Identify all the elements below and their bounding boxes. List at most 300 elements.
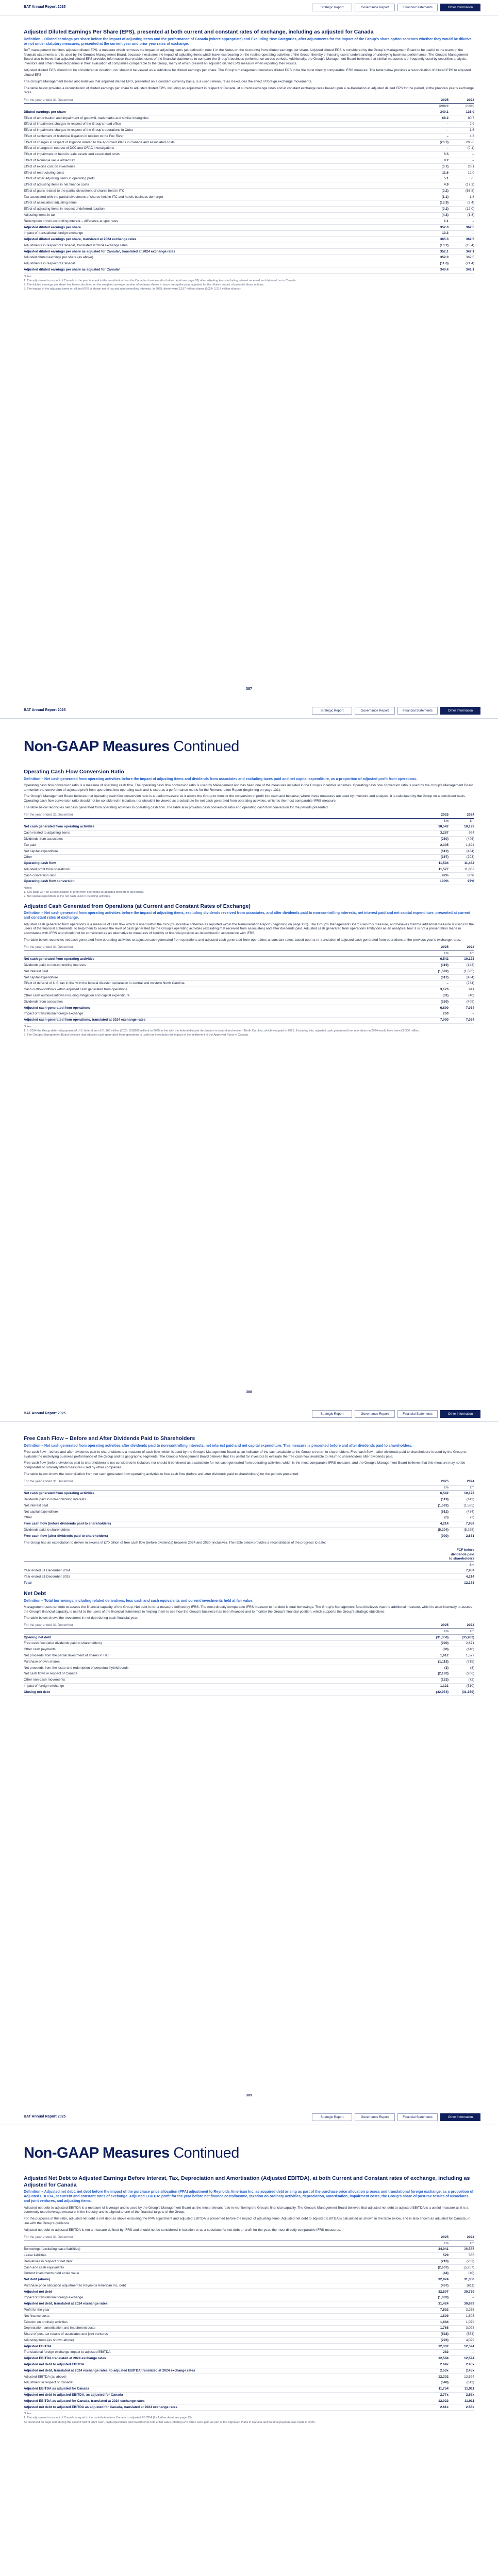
row-label: Effect of settlement of historical litigation in relation to the Fox River [24,133,423,140]
row-value: (434) [449,849,474,855]
row-label: Net capital expenditure [24,975,423,981]
row-label: Borrowings (excluding lease liabilities) [24,2246,423,2252]
row-label: Effect of adjusting items in net finance costs [24,182,423,188]
row-label: Share of post-tax results of associates and joint ventures [24,2331,423,2337]
table-row [24,1011,474,1018]
table-row [24,1580,474,1586]
note-line: 1. In 2024 the Group deferred payment of U.S. federal tax of £1,109 million (2025: US$989 million) to 2025 in line with the federal disaster declaration in central and western North Carolina, which was paid in 2025. Excluding this, adjusted cash generated from operations in 2024 would have been £6,300 million. [24,1029,420,1032]
row-label: Adjusted diluted earnings per share [24,225,423,231]
page-header [0,703,498,719]
row-label: Tax associated with the partial divestment of shares held in ITC and hotels business demerger [24,194,423,200]
paragraph: The Group’s Management Board also believes that adjusted diluted EPS, presented on a constant currency basis, is a useful measure as it excludes the effect of foreign exchange movements. [24,79,312,83]
section-adjusted-diluted-eps [24,29,474,292]
table-row [24,999,474,1005]
row-label: Net proceeds from the partial divestment of shares in ITC [24,1653,423,1659]
row-value: (0.2) [423,188,449,194]
row-value: 1,768 [423,2326,449,2332]
row-value: (0.7) [423,164,449,170]
table-row [24,962,474,969]
table-row [24,1689,474,1696]
nav-tab-governance-report[interactable]: Governance Report [355,707,395,715]
row-value: 1,577 [449,1653,474,1659]
table-row [24,1509,474,1515]
row-value: (734) [449,981,474,987]
row-value: 200 [423,1011,449,1018]
nav-tab-governance-report[interactable]: Governance Report [355,4,395,11]
row-label: Dividends from associates [24,999,423,1005]
report-title: BAT Annual Report 2025 [24,5,66,9]
row-value: (612) [423,1509,449,1515]
row-label: Other [24,855,423,861]
nav-tab-governance-report[interactable]: Governance Report [355,2113,395,2121]
row-value: 6,890 [423,1005,449,1011]
row-label: Adjusted net debt to adjusted EBITDA as adjusted for Canada, translated at 2024 exchange rates [24,2404,423,2411]
row-value: (528) [423,2331,449,2337]
row-value: 565 [449,2252,474,2259]
row-label: Net capital expenditure [24,849,423,855]
column-header: 2025 [423,2235,449,2241]
row-value: (1,585) [449,1503,474,1509]
unit-cell: £m [423,951,449,956]
row-value: 12,302 [423,2374,449,2380]
row-value: 31,424 [423,2301,449,2307]
row-label: Adjusted diluted earnings per share as adjusted for Canada¹, translated at 2024 exchange rates [24,249,423,255]
row-value: 4,214 [423,1521,449,1527]
nav-tab-strategic-report[interactable]: Strategic Report [312,4,352,11]
row-value: (206) [449,1671,474,1677]
row-value: 1,894 [449,842,474,849]
row-value: 11,754 [423,2386,449,2392]
row-value: 362.5 [449,255,474,261]
row-value: 341.1 [449,267,474,273]
row-value: 362.5 [449,236,474,243]
section-definition: Definition – Total borrowings, including related derivatives, less cash and cash equivalents and current investments held at fair value. [24,1599,254,1603]
row-label: Net proceeds from the issue and redemption of perpetual hybrid bonds [24,1665,423,1671]
row-value: 97% [449,879,474,885]
unit-row-spacer [24,104,423,109]
row-value: (80) [423,1647,449,1653]
table-row [24,236,474,243]
row-value: – [449,1011,474,1018]
row-label: Adjusted EBITDA (as above) [24,2374,423,2380]
row-label: Effect of impairment charges in respect of the Group’s head office [24,121,423,127]
row-label: Opening net debt [24,1635,423,1641]
row-value: 3,266 [449,2307,474,2313]
paragraph: BAT management monitors adjusted diluted EPS, a measure which removes the impact of adjusting items (as defined in note 1 in the Notes on the Accounts) from diluted earnings per share. Adjusted diluted EPS is considered by the Group’s Management Board to be useful to the users of the financial statements and is used by the Group’s Management Board, because it excludes the impact of adjusting items which have less bearing on the routine operating activities of the Group, thereby enhancing users’ understanding of underlying business performance. The Group’s Management Board also believes that adjusted diluted EPS provides information that enables users of the financial statements to compare the Group’s business performance across periods. Additionally, the Group’s Management Board believes that similar measures are frequently used by securities analysts, investors and other interested parties in their evaluation of companies comparable to the Group, many of which present an adjusted diluted EPS measure when reporting their results. [24,48,468,66]
table-row [24,164,474,170]
row-value: 32,507 [423,2289,449,2295]
unit-cell: £m [449,1629,474,1634]
page-title-main: Non-GAAP Measures [24,738,170,755]
row-value: 10,123 [449,1491,474,1497]
row-value: 7,034 [449,1005,474,1011]
row-value: 4,029 [449,2337,474,2344]
row-label: Depreciation, amortisation and impairment costs [24,2326,423,2332]
row-label: Year ended 31 December 2024 [24,1568,449,1574]
paragraph: The Group’s Management Board believes that operating cash flow conversion ratio is a useful measure as it allows the Group to monitor the conversion of profit into cash and because, where these measures are used by investors and analysts, it is calculated by the Group on a consistent basis. Operating cash flow conversion ratio should not be considered in isolation, nor should it be viewed as a substitute for net cash generated from operating activities, which is the most comparable IFRS measure. [24,794,466,803]
row-value: – [449,151,474,158]
row-value: 2,305 [423,842,449,849]
note-line: 1. See page 367 for a reconciliation of profit from operations to adjusted profit from operations. [24,891,144,894]
row-label: Effect of deferral of U.S. tax in line with the federal disaster declaration in central and western North Carolina [24,981,423,987]
row-value: – [449,2350,474,2356]
page-title-suffix: Continued [173,2145,239,2161]
unit-cell: £m [449,1485,474,1490]
row-value: 12,302 [423,2344,449,2350]
table-row [24,2265,474,2271]
table-row [24,121,474,127]
table-row [24,140,474,146]
row-value: – [449,218,474,225]
row-value: (5) [423,1515,449,1521]
table-row [24,1683,474,1689]
table-row [24,2344,474,2350]
section-title: Operating Cash Flow Conversion Ratio [24,769,124,775]
column-header: 2024 [449,1479,474,1485]
paragraph: Free cash flow (before dividends paid to shareholders) is not considered in isolation, nor should it be viewed as a substitute for net cash generated from operating activities, which is the most comparable IFRS measure, and the Group’s Management Board believes that this measure may not be comparable to similarly titled measures used by other companies. [24,1461,466,1470]
unit-cell: £m [423,1629,449,1634]
row-value: (40) [449,993,474,999]
paragraph: The Group has an expectation to deliver in excess of £70 billion of free cash flow (before dividends) between 2024 and 2030 (inclusive). The table below provides a reconciliation of the progress to date: [24,1541,326,1545]
row-label: Impact of translational foreign exchange [24,231,423,237]
nav-tab-strategic-report[interactable]: Strategic Report [312,707,352,715]
unit-row [24,2241,474,2246]
row-label: Effect of other adjusting items in operating profit [24,176,423,182]
table-row [24,1568,474,1574]
notes [24,275,474,292]
table-row [24,2368,474,2374]
row-value: (434) [449,1509,474,1515]
table-row [24,2283,474,2289]
nav-tab-financial-statements[interactable]: Financial Statements [397,707,438,715]
row-label: Closing net debt [24,1689,423,1696]
nav-tab-financial-statements[interactable]: Financial Statements [397,4,438,11]
table-row [24,2398,474,2404]
row-value: 7,592 [423,2307,449,2313]
row-value: 2.77x [423,2392,449,2398]
nav-tab-strategic-report[interactable]: Strategic Report [312,1410,352,1418]
unit-row-spacer [24,1562,449,1568]
note-line: 2. Net capital expenditure is the net cash used in investing activities. [24,895,111,899]
row-value: – [449,2295,474,2301]
row-value: (119) [423,1497,449,1503]
row-value: 2,671 [449,1533,474,1539]
row-value: 100% [423,879,449,885]
table-row [24,873,474,879]
row-value: 340.1 [423,109,449,115]
table-row [24,2331,474,2337]
table-row [24,2252,474,2259]
row-value: (1,083) [423,2295,449,2301]
table-row [24,2307,474,2313]
row-value: 2.45x [449,2362,474,2368]
row-label: Dividends paid to non-controlling interests [24,962,423,969]
header-nav [312,2113,480,2121]
row-label: Other non-cash movements [24,1677,423,1683]
paragraph: Adjusted net debt to adjusted EBITDA is not a measure defined by IFRS and should not be considered in isolation or as a substitute for net debt or profit for the year, the most directly comparable IFRS measures. [24,2228,341,2232]
row-value: 5.5 [449,176,474,182]
table-row [24,836,474,842]
table-row [24,2319,474,2326]
row-value: – [423,981,449,987]
row-value: 11,594 [423,860,449,867]
unit-cell: £m [449,951,474,956]
row-label: Net cash generated from operating activities [24,957,423,963]
column-header: 2025 [423,97,449,103]
row-value: 30,693 [449,2301,474,2307]
row-label: Effect of adjusting items in respect of deferred taxation [24,206,423,212]
note-line: 3. The impact of the adjusting items on diluted EPS is shown net of tax and non-controlling interests. In 2025, these were 2,197 million shares (2024: 2,217 million shares). [24,287,242,291]
row-value: 1.8 [449,194,474,200]
table-row [24,849,474,855]
table-row [24,2295,474,2301]
row-value: (15.4) [449,243,474,249]
row-label: Adjusted diluted earnings per share (as above) [24,255,423,261]
unit-cell: pence [449,104,474,109]
row-label: Taxation on ordinary activities [24,2319,423,2326]
table-row [24,115,474,122]
column-header: 2024 [449,812,474,818]
note-line: 1. The adjustment in respect of Canada in the year is equal to the contribution from the Canadian business (for further detail see page 93) after adjusting items including interest received and deferred tax in Canada. [24,279,297,282]
row-value: 1,612 [423,1653,449,1659]
row-label: Purchase of own shares [24,1659,423,1665]
row-value: 941 [449,987,474,993]
row-label: Operating cash flow [24,860,423,867]
table-row [24,957,474,963]
row-value: (613) [449,2380,474,2386]
row-value: (203) [449,855,474,861]
row-value: – [423,133,449,140]
row-label: Adjusted net debt, translated at 2024 exchange rates [24,2301,423,2307]
row-value: (13.9) [423,200,449,207]
table-row [24,109,474,115]
row-value: (510) [449,1683,474,1689]
row-value: 11,862 [449,867,474,873]
row-value: (406) [449,836,474,842]
nav-tab-financial-statements[interactable]: Financial Statements [397,2113,438,2121]
row-value: (226) [423,2337,449,2344]
nav-tab-other-information[interactable]: Other Information [440,2113,480,2121]
table-row [24,2362,474,2368]
row-value: (35,982) [449,1635,474,1641]
row-value: (715) [449,1659,474,1665]
net-debt-table [24,1623,474,1696]
header-nav [312,1410,480,1418]
table-row [24,2277,474,2283]
table-row [24,2313,474,2319]
unit-row [24,1629,474,1634]
table-row [24,231,474,237]
table-row [24,969,474,975]
section-definition: Definition – Net cash generated from operating activities after dividends paid to non-controlling interests, net interest paid and net capital expenditure. This measure is presented before and after dividends paid to shareholders. [24,1444,412,1448]
row-value: (467) [423,2283,449,2289]
row-label: Free cash flow (before dividends paid to shareholders) [24,1521,423,1527]
table-row [24,867,474,873]
row-label: Adjusted cash generated from operations [24,1005,423,1011]
row-value: 1,079 [449,2319,474,2326]
row-label: Adjustments in respect of Canada¹, translated at 2024 exchange rates [24,243,423,249]
unit-row [24,951,474,956]
row-value: – [423,127,449,133]
table-row [24,842,474,849]
row-value: 12,524 [449,2374,474,2380]
row-value: (31,350) [423,1635,449,1641]
page-390 [0,2110,498,2576]
row-value: 1,603 [449,2313,474,2319]
row-label: Effect of charges in respect of litigation related to the Approved Plans in Canada and associated costs [24,140,423,146]
paragraph: The table below reconciles net cash generated from operating activities to adjusted cash generated from operations and adjusted cash generated from operations at constant rates, based upon a re-translation of adjusted cash generated from operations at the previous year’s exchange rates. [24,938,461,942]
section-definition: Definition – Adjusted net debt: net debt before the impact of the purchase price allocation (PPA) adjustment to Reynolds American Inc. as acquired debt arising as part of the purchase price allocation process and translational foreign exchange, as a proportion of Adjusted EBITDA, at current and constant rates of exchange. Adjusted EBITDA: profit for the year before net finance costs/income, taxation on ordinary activities, depreciation, amortisation, impairment costs, the Group’s share of post-tax results of associates and joint ventures, and adjusting items. [24,2190,474,2204]
row-value: (260) [423,999,449,1005]
row-value: (56.8) [449,188,474,194]
row-value: (203) [449,2259,474,2265]
row-value: 1.1 [423,218,449,225]
page-title-main: Non-GAAP Measures [24,2145,170,2161]
note-line: Notes: [24,1025,32,1028]
notes [24,887,474,899]
section-definition: Definition – Net cash generated from operating activities before the impact of adjusting items, excluding dividends received from associates, and after dividends paid to non-controlling interests, net interest paid and net capital expenditure, presented at current and constant rates of exchange. [24,911,471,920]
row-value: – [423,121,449,127]
unit-cell: £m [449,2241,474,2246]
column-header: 2024 [449,2235,474,2241]
row-value: 12,524 [449,2355,474,2362]
row-value: (123) [423,1677,449,1683]
table-row [24,194,474,200]
table-row [24,2326,474,2332]
row-value: 11.6 [423,170,449,176]
row-value: 265.6 [449,140,474,146]
row-value: (990) [423,1641,449,1647]
table-row [24,2392,474,2398]
table-row [24,261,474,267]
row-value: (2,607) [423,2265,449,2271]
unit-row-spacer [24,1629,423,1634]
table-row [24,2386,474,2392]
page-header [0,2110,498,2125]
nav-tab-governance-report[interactable]: Governance Report [355,1410,395,1418]
row-value: 924 [449,830,474,836]
page-number: 388 [246,1391,252,1395]
table-row [24,2374,474,2380]
nav-tab-financial-statements[interactable]: Financial Statements [397,1410,438,1418]
report-title: BAT Annual Report 2025 [24,2115,66,2119]
table-row [24,1515,474,1521]
row-label: Effect of changes in respect of DOJ and OFAC investigations [24,146,423,152]
row-label: Cash outflows/inflows within adjusted cash generated from operations [24,987,423,993]
row-value: (1.3) [449,212,474,218]
row-value: 2.58x [449,2404,474,2411]
nav-tab-other-information[interactable]: Other Information [440,4,480,11]
row-label: Adjusting items (as shown above) [24,2337,423,2344]
table-row [24,1533,474,1539]
row-value: 352.0 [423,255,449,261]
row-label: Net cash flows in respect of Canada [24,1671,423,1677]
section-operating-cash-flow-conversion [24,769,474,899]
row-value: 2.9 [449,121,474,127]
nav-tab-strategic-report[interactable]: Strategic Report [312,2113,352,2121]
row-value: 11,911 [449,2386,474,2392]
page-389 [0,1406,498,2110]
row-value: 2,671 [449,1641,474,1647]
row-value: 1,809 [423,2313,449,2319]
row-value: 10,123 [449,824,474,831]
row-value: (260) [423,836,449,842]
table-row [24,1527,474,1533]
table-row [24,987,474,993]
row-value: (40) [449,2271,474,2277]
header-nav [312,707,480,715]
table-period-label: For the year ended 31 December [24,1623,423,1629]
row-value: (409) [449,999,474,1005]
row-value: (2.4) [449,200,474,207]
column-header: FCF before dividends paid to shareholders [449,1548,474,1562]
nav-tab-other-information[interactable]: Other Information [440,707,480,715]
unit-cell: £m [423,2241,449,2246]
page-header [0,1406,498,1422]
table-row [24,1647,474,1653]
table-row [24,267,474,273]
paragraph: Operating cash flow conversion ratio is a measure of operating cash flow. The operating cash flow conversion ratio is used by Management and has been one of the measures included in the Group’s incentive schemes. Operating cash flow conversion ratio is used by the Group’s Management Board to monitor the conversion of adjusted profit from operations into operating cash and is used as a performance metric for the Remuneration Report (beginning on page 131). [24,783,473,792]
table-row [24,2337,474,2344]
page-header [0,0,498,15]
row-value: (23.7) [423,140,449,146]
row-value: 12,524 [449,2344,474,2350]
row-label: Adjustments in respect of Canada¹ [24,261,423,267]
report-title: BAT Annual Report 2025 [24,708,66,713]
column-header: 2025 [423,812,449,818]
row-label: Redemption of non-controlling interest – difference at spot rates [24,218,423,225]
row-value: (17.3) [449,182,474,188]
section-title: Net Debt [24,1590,46,1597]
row-label: Effect of Romania value added tax [24,158,423,164]
row-label: Lease liabilities [24,2252,423,2259]
table-row [24,2271,474,2277]
row-label: Net capital expenditure [24,1509,423,1515]
row-value: 4.9 [423,182,449,188]
nav-tab-other-information[interactable]: Other Information [440,1410,480,1418]
row-value: 529 [423,2252,449,2259]
row-label: Net cash generated from operating activities [24,1491,423,1497]
row-value: (611) [449,2283,474,2289]
note-line: 1. The adjustment in respect of Canada is equal to the contribution from Canada to adjusted EBITDA (for further detail see page 93). [24,2416,193,2420]
row-value: 4.3 [449,133,474,140]
row-value: – [423,146,449,152]
page-title-suffix: Continued [173,738,239,755]
table-row [24,2380,474,2386]
row-value: 7,959 [449,1521,474,1527]
row-label: Net finance costs [24,2313,423,2319]
row-label: Adjustment in respect of Canada¹ [24,2380,423,2386]
table-row [24,176,474,182]
row-value: (119) [423,962,449,969]
row-label: Adjusted cash generated from operations, translated at 2024 exchange rates [24,1017,423,1023]
table-period-label: For the year ended 31 December [24,1479,423,1485]
page-number: 387 [246,687,252,691]
note-line: Notes: [24,275,32,278]
row-value: (9.2) [423,206,449,212]
row-value: (554) [449,2331,474,2337]
row-value: (143) [449,1497,474,1503]
row-label: Impact of translational foreign exchange [24,1011,423,1018]
section-definition: Definition – Net cash generated from operating activities before the impact of adjusting items and dividends from associates and excluding taxes paid and net capital expenditure, as a proportion of adjusted profit from operations. [24,777,418,781]
row-value: (990) [423,1533,449,1539]
notes [24,1025,474,1038]
table-row [24,182,474,188]
row-value: 352.0 [423,225,449,231]
row-value: (3) [449,1665,474,1671]
row-label: Net debt (above) [24,2277,423,2283]
row-value: (5,288) [449,1527,474,1533]
